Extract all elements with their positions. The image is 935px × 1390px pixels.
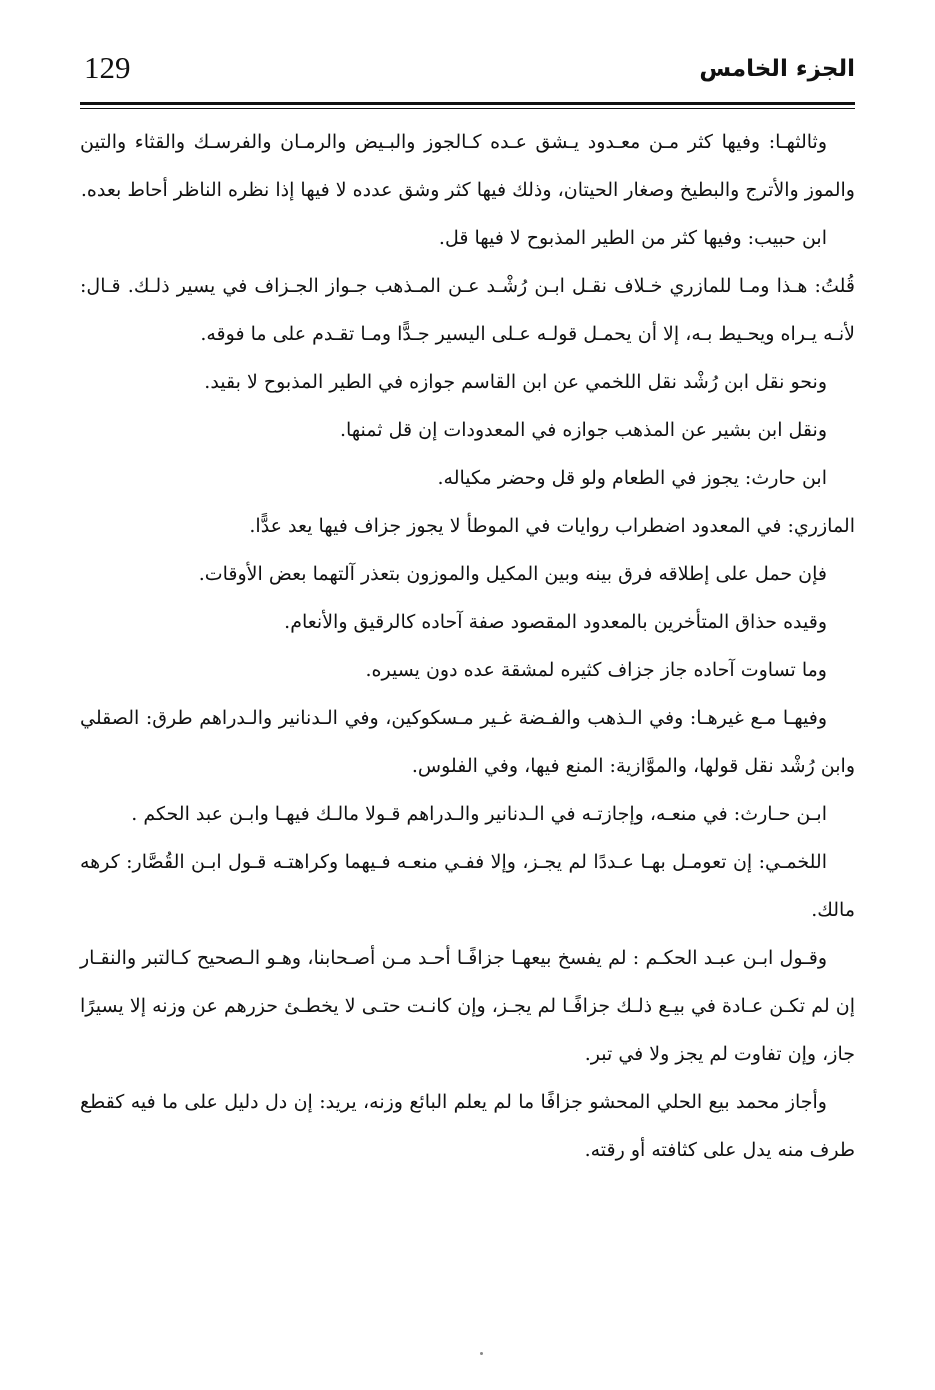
page-header — [80, 48, 855, 100]
paragraph: وأجاز محمد بيع الحلي المحشو جزافًا ما لم يعلم البائع وزنه، يريد: إن دل دليل على ما فيه كقطع طرف منه يدل على كثافته أو رقته. — [80, 1091, 855, 1161]
page-number: 129 — [84, 50, 131, 85]
paragraph: فإن حمل على إطلاقه فرق بينه وبين المكيل والموزون بتعذر آلتهما بعض الأوقات. — [198, 563, 827, 585]
paragraph: ونحو نقل ابن رُشْد نقل اللخمي عن ابن القاسم جوازه في الطير المذبوح لا بقيد. — [204, 371, 827, 393]
paragraph: وثالثهـا: وفيها كثر مـن معـدود يـشق عـده كـالجوز والبـيض والرمـان والفرسـك والقثاء والتين والموز والأترج والبطيخ وصغار الحيتان، وذلك فيها كثر وشق عدده لا فيها إذا نظره الناظر أحاط بعده. — [80, 131, 855, 201]
paragraph: ابن حارث: يجوز في الطعام ولو قل وحضر مكياله. — [437, 467, 827, 489]
paragraph: ونقل ابن بشير عن المذهب جوازه في المعدودات إن قل ثمنها. — [339, 419, 827, 441]
paragraph: وفيهـا مـع غيرهـا: وفي الـذهب والفـضة غـير مـسكوكين، وفي الـدنانير والـدراهم طرق: الصقلي وابن رُشْد نقل قولها، والموَّازية: المنع فيها، وفي الفلوس. — [80, 707, 855, 777]
paragraph: اللخمـي: إن تعومـل بهـا عـددًا لم يجـز، وإلا ففـي منعـه فـيهما وكراهتـه قـول ابـن القُصَّار: كرهه مالك. — [80, 851, 855, 921]
paragraph: المازري: في المعدود اضطراب روايات في الموطأ لا يجوز جزاف فيها يعد عدًّا. — [249, 515, 855, 537]
paragraph: وما تساوت آحاده جاز جزاف كثيره لمشقة عده دون يسيره. — [365, 659, 827, 681]
running-title: الجزء الخامس — [699, 56, 855, 82]
header-rule-thin — [80, 108, 855, 109]
paragraph: ابن حبيب: وفيها كثر من الطير المذبوح لا فيها قل. — [438, 227, 827, 249]
paragraph: وقيده حذاق المتأخرين بالمعدود المقصود صفة آحاده كالرقيق والأنعام. — [284, 611, 827, 633]
paragraph: ابـن حـارث: في منعـه، وإجازتـه في الـدنانير والـدراهم قـولا مالـك فيهـا وابـن عبد الحكم . — [131, 803, 827, 825]
paragraph: قُلتُ: هـذا ومـا للمازري خـلاف نقـل ابـن رُشْـد عـن المـذهب جـواز الجـزاف في يسير ذلـك. قـال: لأنـه يـراه ويحـيط بـه، إلا أن يحمـل قولـه عـلى اليسير جـدًّا ومـا تقـدم على ما فوقه. — [80, 275, 855, 345]
body-text — [80, 118, 855, 1174]
header-rule-thick — [80, 102, 855, 105]
footer-mark — [480, 1352, 483, 1355]
paragraph: وقـول ابـن عبـد الحكـم : لم يفسخ بيعهـا جزافًـا أحـد مـن أصـحابنا، وهـو الـصحيح كـالتبر والنقـار إن لم تكـن عـادة في بيـع ذلـك جزافًـا لم يجـز، وإن كانـت حتـى لا يخطـئ حزرهم عن وزنه إلا يسيرًا جاز، وإن تفاوت لم يجز ولا في تبر. — [80, 947, 855, 1065]
